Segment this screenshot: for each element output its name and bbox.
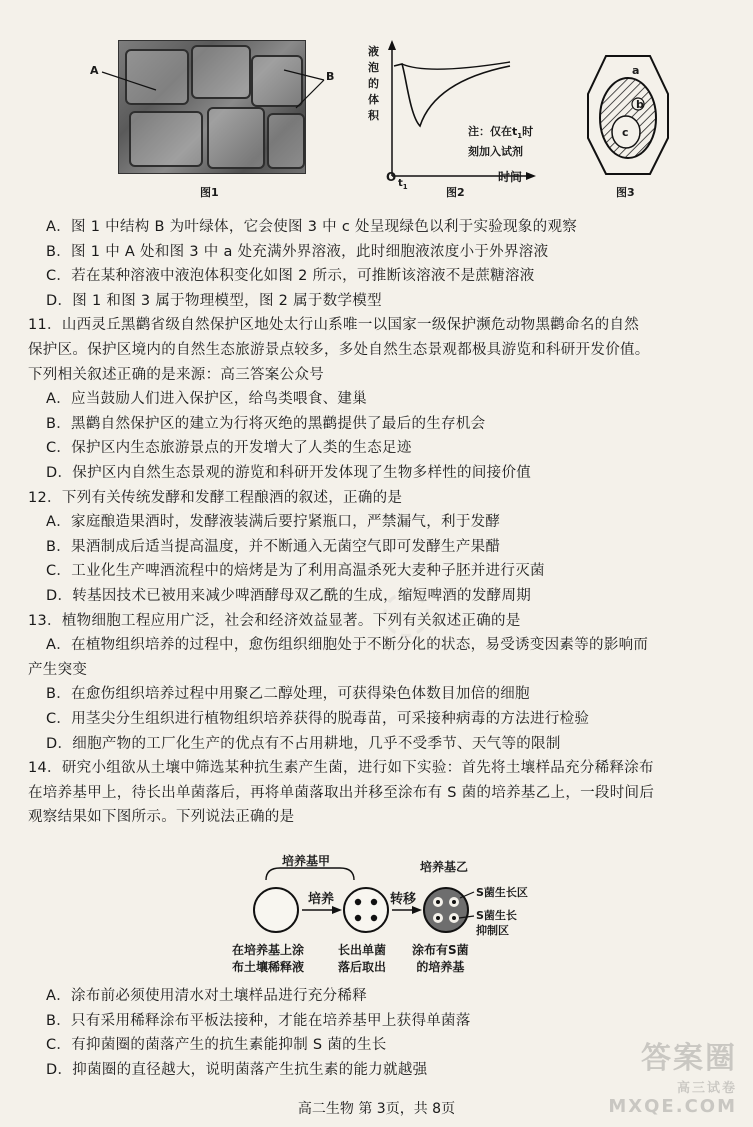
figures-row (0, 0, 753, 205)
medium-a-label: 培养基甲 (282, 854, 331, 868)
step3-caption: 涂布有S菌 的培养基 (412, 943, 469, 974)
text-line: B．图 1 中 A 处和图 3 中 a 处充满外界溶液，此时细胞液浓度小于外界溶液 (46, 243, 549, 260)
text-line: 13．植物细胞工程应用广泛，社会和经济效益显著。下列有关叙述正确的是 (28, 612, 521, 629)
fig2-note: 注：仅在$t_1$时 刻加入试剂 (468, 125, 534, 159)
fig2-ylabel: 液 泡 的 体 积 (368, 45, 379, 122)
step1-caption: 在培养基上涂 布土壤稀释液 (232, 943, 305, 974)
fig3-label-b: b (636, 98, 644, 111)
text-line: D．细胞产物的工厂化生产的优点有不占用耕地，几乎不受季节、天气等的限制 (46, 735, 561, 752)
text-line: 观察结果如下图所示。下列说法正确的是 (28, 809, 295, 826)
medium-b-label: 培养基乙 (420, 860, 469, 874)
text-line: D．保护区内自然生态景观的游览和科研开发体现了生物多样性的间接价值 (46, 465, 532, 481)
text-line: A．家庭酿造果酒时，发酵液装满后要拧紧瓶口，严禁漏气，利于发酵 (46, 514, 501, 531)
text-line: B．只有采用稀释涂布平板法接种，才能在培养基甲上获得单菌落 (46, 1012, 471, 1029)
text-line: B．在愈伤组织培养过程中用聚乙二醇处理，可获得染色体数目加倍的细胞 (46, 686, 530, 703)
fig2-t1: $t_1$ (398, 178, 408, 191)
fig3-caption: 图3 (616, 186, 635, 199)
fig2-xlabel: 时间 (498, 170, 523, 184)
inhibition-zone-label: S菌生长 抑制区 (476, 909, 517, 937)
text-line: 产生突变 (28, 661, 88, 678)
fig1-pointer-lines (96, 60, 336, 120)
growth-zone-label: S菌生长区 (476, 886, 528, 899)
text-line: C．有抑菌圈的菌落产生的抗生素能抑制 S 菌的生长 (46, 1037, 387, 1054)
fig1-label-a: A (90, 64, 99, 77)
text-line: C．工业化生产啤酒流程中的焙烤是为了利用高温杀死大麦种子胚并进行灭菌 (46, 563, 545, 580)
fig1-label-b: B (326, 70, 335, 83)
text-line: 在培养基甲上，待长出单菌落后，再将单菌落取出并移至涂布有 S 菌的培养基乙上，一段时间后 (28, 784, 655, 801)
text-line: 11．山西灵丘黑鹳省级自然保护区地处太行山系唯一以国家一级保护濒危动物黑鹳命名的自然 (28, 317, 640, 334)
corner-watermark: 答案圈 高三试卷 MXQE.COM (608, 1041, 737, 1117)
page-footer: 高二生物 第 3页，共 8页 (297, 1101, 456, 1117)
text-line: 下列相关叙述正确的是来源：高三答案公众号 (28, 366, 324, 383)
fig1-caption: 图1 (200, 186, 219, 199)
text-line: A．图 1 中结构 B 为叶绿体，它会使图 3 中 c 处呈现绿色以利于实验现象的观察 (46, 219, 578, 235)
text-line: D．抑菌圈的直径越大，说明菌落产生抗生素的能力就越强 (46, 1061, 428, 1078)
text-line: A．应当鼓励人们进入保护区，给鸟类喂食、建巢 (46, 391, 368, 408)
arrow-transfer-label: 转移 (390, 892, 417, 907)
fig2-caption: 图2 (446, 186, 465, 199)
text-line: D．转基因技术已被用来减少啤酒酵母双乙酰的生成，缩短啤酒的发酵周期 (46, 588, 532, 604)
fig2-volume-plot (380, 36, 540, 186)
step2-caption: 长出单菌 落后取出 (338, 943, 387, 974)
arrow-culture-label: 培养 (308, 892, 335, 907)
text-line: C．用茎尖分生组织进行植物组织培养获得的脱毒苗，可采接种病毒的方法进行检验 (46, 711, 590, 727)
text-line: 保护区。保护区境内的自然生态旅游景点较多，多处自然生态景观都极具游览和科研开发价值。 (28, 342, 650, 358)
fig3-label-a: a (632, 64, 640, 77)
text-line: 14．研究小组欲从土壤中筛选某种抗生素产生菌，进行如下实验：首先将土壤样品充分稀释涂布 (28, 760, 654, 777)
text-line: D．图 1 和图 3 属于物理模型，图 2 属于数学模型 (46, 292, 382, 309)
text-line: B．黑鹳自然保护区的建立为行将灭绝的黑鹳提供了最后的生存机会 (46, 415, 486, 432)
text-line: A．在植物组织培养的过程中，愈伤组织细胞处于不断分化的状态，易受诱变因素等的影响而 (46, 637, 649, 654)
text-line: A．涂布前必须使用清水对土壤样品进行充分稀释 (46, 988, 368, 1004)
fig3-cell-diagram (586, 52, 670, 178)
fig3-label-c: c (622, 126, 629, 139)
fig2-origin: O (386, 170, 397, 184)
background-watermark: ◌ (380, 575, 433, 645)
text-line: 12．下列有关传统发酵和发酵工程酿酒的叙述，正确的是 (28, 489, 403, 506)
text-line: C．若在某种溶液中液泡体积变化如图 2 所示，可推断该溶液不是蔗糖溶液 (46, 268, 535, 285)
text-line: B．果酒制成后适当提高温度，并不断通入无菌空气即可发酵生产果醋 (46, 538, 501, 555)
culture-diagram (220, 852, 550, 982)
text-line: C．保护区内生态旅游景点的开发增大了人类的生态足迹 (46, 440, 412, 457)
